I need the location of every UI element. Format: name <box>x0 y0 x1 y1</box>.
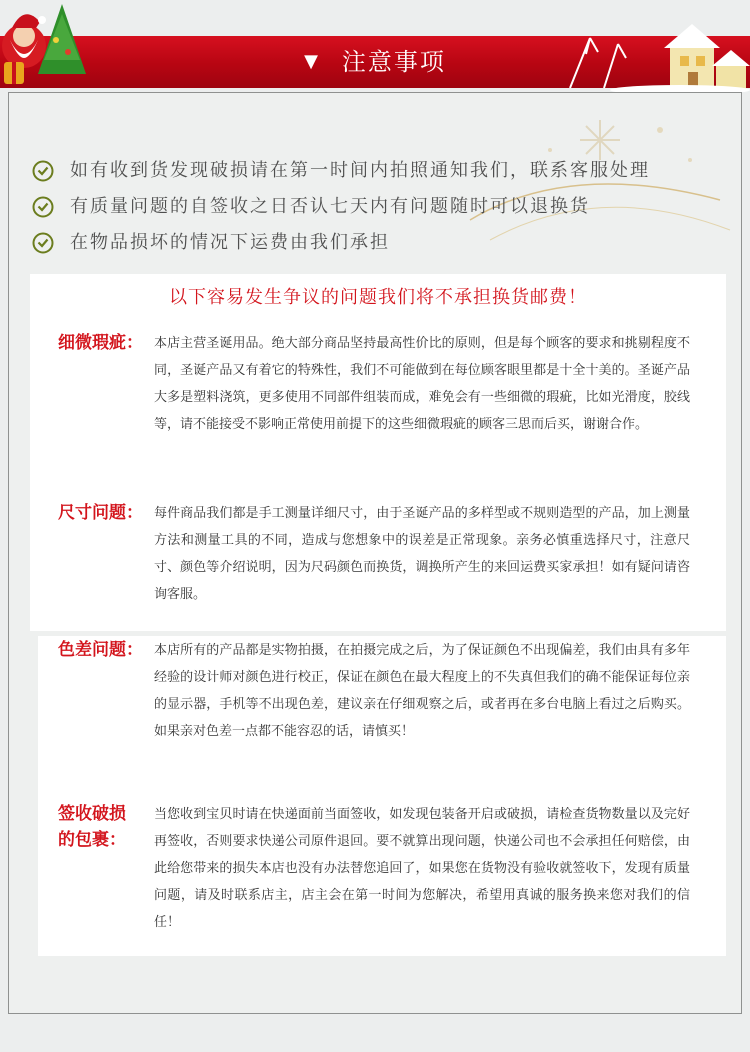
section-body: 每件商品我们都是手工测量详细尺寸，由于圣诞产品的多样型或不规则造型的产品，加上测量方法和测量工具的不同，造成与您想象中的误差是正常现象。亲务必慎重选择尺寸，注意尺寸、颜色等介绍说明，因为尺码颜色而换货，调换所产生的来回运费买家承担！如有疑问请咨询客服。 <box>154 506 690 602</box>
section-body: 本店所有的产品都是实物拍摄，在拍摄完成之后，为了保证颜色不出现偏差，我们由具有多年经验的设计师对颜色进行校正，保证在颜色在最大程度上的不失真但我们的确不能保证每位亲的显示器，手机等不出现色差，建议亲在仔细观察之后，或者再在多台电脑上看过之后购买。如果亲对色差一点都不能容忍的话，请慎买！ <box>154 643 690 739</box>
notice-text: 在物品损坏的情况下运费由我们承担 <box>70 232 390 253</box>
section-body: 当您收到宝贝时请在快递面前当面签收，如发现包装备开启或破损，请检查货物数量以及完好再签收，否则要求快递公司原件退回。要不就算出现问题，快递公司也不会承担任何赔偿，由此给您带来的损失本店也没有办法替您追回了，如果您在货物没有验收就签收下，发现有质量问题，请及时联系店主，店主会在第一时间为您解决，希望用真诚的服务换来您对我们的信任！ <box>154 807 690 930</box>
section-label: 细微瑕疵： <box>58 333 143 353</box>
check-circle-icon <box>32 196 54 218</box>
section-title: 注意事项 <box>341 48 446 76</box>
santa-tree-illustration <box>0 0 90 92</box>
section-body: 本店主营圣诞用品。绝大部分商品坚持最高性价比的原则，但是每个顾客的要求和挑剔程度不同，圣诞产品又有着它的特殊性，我们不可能做到在每位顾客眼里都是十全十美的。圣诞产品大多是塑料浇筑，更多使用不同部件组装而成，难免会有一些细微的瑕疵，比如光滑度，胶线等，请不能接受不影响正常使用前提下的这些细微瑕疵的顾客三思而后买，谢谢合作。 <box>154 336 690 432</box>
notice-text: 有质量问题的自签收之日否认七天内有问题随时可以退换货 <box>70 196 590 217</box>
disclaimer-heading: 以下容易发生争议的问题我们将不承担换货邮费！ <box>169 287 587 308</box>
section-label: 尺寸问题： <box>58 503 143 523</box>
snow-house-illustration <box>560 18 750 92</box>
check-circle-icon <box>32 232 54 254</box>
section-label: 色差问题： <box>58 640 143 660</box>
section-label: 签收破损的包裹： <box>58 804 126 850</box>
arrow-down-icon: ▼ <box>304 51 320 72</box>
check-circle-icon <box>32 160 54 182</box>
notice-text: 如有收到货发现破损请在第一时间内拍照通知我们，联系客服处理 <box>70 160 650 181</box>
